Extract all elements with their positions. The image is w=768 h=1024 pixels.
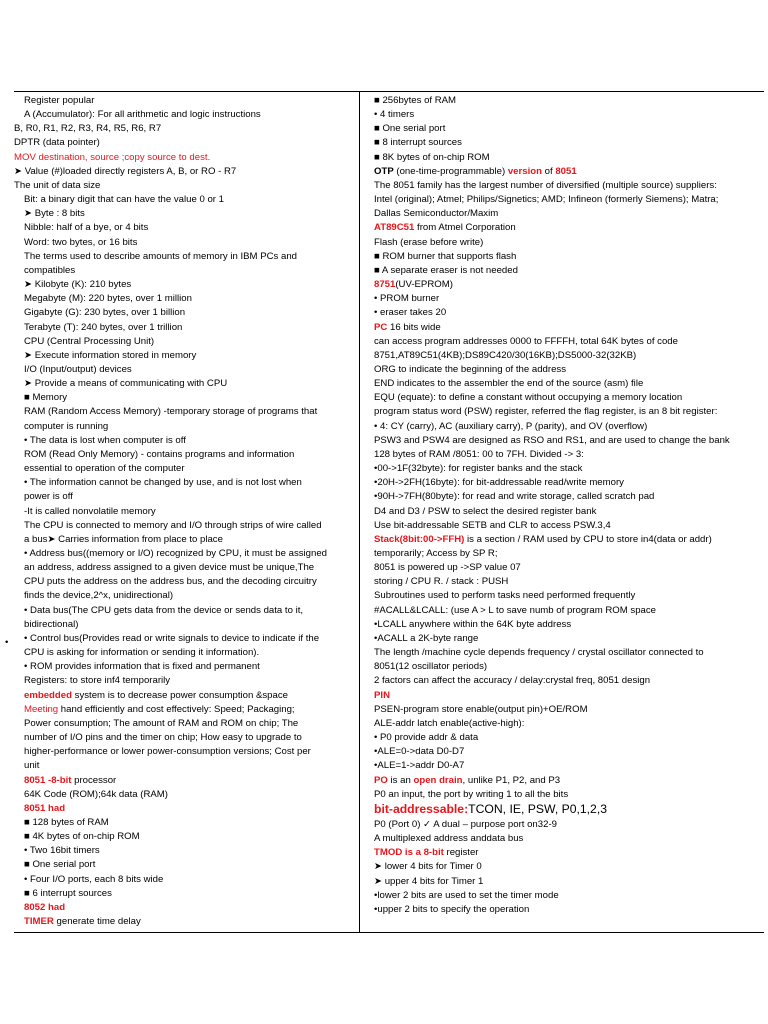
text-segment: END indicates to the assembler the end of the source (asm) file xyxy=(374,378,644,390)
text-segment: Nibble: half of a bye, or 4 bits xyxy=(24,222,149,234)
text-segment: • eraser takes 20 xyxy=(374,307,447,319)
text-line xyxy=(374,802,764,818)
text-line xyxy=(14,490,359,504)
text-segment: , unlike P1, P2, and P3 xyxy=(462,774,561,786)
text-segment: •ALE=0->data D0-D7 xyxy=(374,746,465,758)
text-line xyxy=(374,236,764,250)
text-line xyxy=(14,448,359,462)
text-segment: ➤ upper 4 bits for Timer 1 xyxy=(374,875,484,887)
text-segment: OTP xyxy=(374,165,394,177)
text-segment: CPU puts the address on the address bus, and the decoding circuitry xyxy=(24,576,317,588)
text-segment: PIN xyxy=(374,689,390,701)
text-segment: The terms used to describe amounts of memory in IBM PCs and xyxy=(24,250,298,262)
text-line xyxy=(374,889,764,903)
text-line xyxy=(374,136,764,150)
text-line xyxy=(14,278,359,292)
text-line xyxy=(374,788,764,802)
text-segment: ■ A separate eraser is not needed xyxy=(374,264,518,276)
text-segment: bidirectional) xyxy=(24,618,79,630)
text-line xyxy=(374,674,764,688)
text-line xyxy=(374,846,764,860)
text-line xyxy=(374,94,764,108)
text-line xyxy=(374,179,764,193)
text-segment: a bus➤ Carries information from place to place xyxy=(24,533,223,545)
text-segment: version xyxy=(507,165,542,177)
text-segment: • Address bus((memory or I/O) recognized by CPU, it must be assigned xyxy=(24,548,328,559)
text-line xyxy=(374,561,764,575)
text-line xyxy=(14,915,359,929)
text-line xyxy=(14,618,359,632)
text-segment: I/O (Input/output) devices xyxy=(24,363,132,375)
text-segment: ■ 8K bytes of on-chip ROM xyxy=(374,151,490,163)
text-line xyxy=(14,632,359,646)
text-segment: generate time delay xyxy=(53,916,141,928)
text-line xyxy=(14,802,359,816)
text-line xyxy=(14,717,359,731)
text-segment: of xyxy=(541,165,556,177)
text-segment: Power consumption; The amount of RAM and ROM on chip; The xyxy=(24,717,299,729)
text-segment: ■ One serial port xyxy=(374,123,446,135)
text-line xyxy=(374,618,764,632)
text-segment: Megabyte (M): 220 bytes, over 1 million xyxy=(24,293,192,305)
text-segment: DPTR (data pointer) xyxy=(14,137,100,149)
text-line xyxy=(14,533,359,547)
text-line xyxy=(374,221,764,235)
text-segment: • Data bus(The CPU gets data from the device or sends data to it, xyxy=(24,604,304,616)
text-segment: TIMER xyxy=(24,916,54,928)
text-line xyxy=(14,462,359,476)
text-segment: Stack(8bit:00->FFH) xyxy=(374,533,465,545)
text-segment: • The data is lost when computer is off xyxy=(24,434,186,446)
text-segment: The unit of data size xyxy=(14,179,101,191)
text-line xyxy=(374,108,764,122)
text-line xyxy=(374,832,764,846)
text-segment: AT89C51 xyxy=(374,222,415,234)
text-line xyxy=(14,165,359,179)
text-line xyxy=(374,292,764,306)
text-segment: • Four I/O ports, each 8 bits wide xyxy=(24,873,164,885)
text-line xyxy=(374,689,764,703)
text-line xyxy=(14,660,359,674)
text-segment: register xyxy=(443,847,479,859)
text-line xyxy=(374,604,764,618)
text-segment: Bit: a binary digit that can have the value 0 or 1 xyxy=(24,194,224,206)
text-line xyxy=(374,193,764,207)
text-segment: The CPU is connected to memory and I/O through strips of wire called xyxy=(24,519,322,531)
text-line xyxy=(374,278,764,292)
text-segment: embedded xyxy=(24,689,72,701)
text-segment: Intel (original); Atmel; Philips/Signetics; AMD; Infineon (formerly Siemens); Matra; xyxy=(374,194,719,206)
text-line xyxy=(374,122,764,136)
text-segment: 2 factors can affect the accuracy / delay:crystal freq, 8051 design xyxy=(374,675,651,687)
text-segment: Word: two bytes, or 16 bits xyxy=(24,236,138,248)
text-segment: ➤ Kilobyte (K): 210 bytes xyxy=(24,279,132,291)
text-line xyxy=(14,887,359,901)
text-line xyxy=(374,547,764,561)
text-segment: •20H->2FH(16byte): for bit-addressable read/write memory xyxy=(374,477,624,489)
text-line xyxy=(374,264,764,278)
text-segment: 64K Code (ROM);64k data (RAM) xyxy=(24,788,168,800)
text-segment: ➤ lower 4 bits for Timer 0 xyxy=(374,861,482,873)
text-segment: ■ 8 interrupt sources xyxy=(374,137,462,149)
text-segment: -It is called nonvolatile memory xyxy=(24,505,156,517)
text-line xyxy=(374,476,764,490)
text-line xyxy=(14,561,359,575)
text-line xyxy=(14,674,359,688)
text-segment: Subroutines used to perform tasks need performed frequently xyxy=(374,590,636,602)
text-line xyxy=(374,505,764,519)
text-segment: •lower 2 bits are used to set the timer mode xyxy=(374,889,559,901)
text-line xyxy=(14,547,359,561)
text-segment: D4 and D3 / PSW to select the desired register bank xyxy=(374,505,597,517)
text-line xyxy=(14,604,359,618)
text-segment: PSEN-program store enable(output pin)+OE/ROM xyxy=(374,703,588,715)
text-line xyxy=(14,830,359,844)
text-segment: 8052 had xyxy=(24,901,66,913)
text-segment: is a section / RAM used by CPU to store in4(data or addr) xyxy=(464,533,712,545)
text-segment: ALE-addr latch enable(active-high): xyxy=(374,717,525,729)
text-line xyxy=(14,873,359,887)
text-line xyxy=(14,689,359,703)
text-line xyxy=(374,533,764,547)
text-line xyxy=(14,391,359,405)
stray-bullet: • xyxy=(5,637,9,648)
text-segment: 8051 xyxy=(555,165,577,177)
text-segment: ■ 256bytes of RAM xyxy=(374,95,457,106)
text-segment: CPU is asking for information or sending it information). xyxy=(24,647,260,659)
text-segment: 8051(12 oscillator periods) xyxy=(374,661,488,673)
text-line xyxy=(14,774,359,788)
text-line xyxy=(374,391,764,405)
text-line xyxy=(374,335,764,349)
text-segment: PSW3 and PSW4 are designed as RSO and RS1, and are used to change the bank xyxy=(374,434,730,446)
text-segment: finds the device,2^x, unidirectional) xyxy=(24,590,174,602)
text-line xyxy=(14,788,359,802)
text-segment: • The information cannot be changed by use, and is not lost when xyxy=(24,477,302,489)
text-line xyxy=(374,321,764,335)
text-line xyxy=(374,860,764,874)
text-segment: ■ 128 bytes of RAM xyxy=(24,816,109,828)
text-segment: unit xyxy=(24,760,40,772)
text-line xyxy=(14,377,359,391)
text-line xyxy=(14,264,359,278)
notes-sheet xyxy=(14,91,764,933)
text-line xyxy=(374,731,764,745)
text-segment: ■ One serial port xyxy=(24,859,96,871)
text-line xyxy=(14,519,359,533)
text-segment: (UV-EPROM) xyxy=(395,279,453,291)
text-line xyxy=(14,306,359,320)
text-segment: •ALE=1->addr D0-A7 xyxy=(374,760,465,772)
text-segment: open drain xyxy=(413,774,463,786)
text-segment: • PROM burner xyxy=(374,293,440,305)
text-line xyxy=(14,335,359,349)
text-segment: MOV destination, source ;copy source to dest. xyxy=(14,151,211,163)
text-line xyxy=(14,321,359,335)
text-line xyxy=(374,774,764,788)
text-line xyxy=(374,519,764,533)
text-line xyxy=(14,221,359,235)
text-segment: Gigabyte (G): 230 bytes, over 1 billion xyxy=(24,307,186,319)
text-segment: power is off xyxy=(24,491,73,503)
text-segment: Registers: to store inf4 temporarily xyxy=(24,675,171,687)
text-segment: processor xyxy=(71,774,117,786)
text-line xyxy=(14,179,359,193)
text-segment: •00->1F(32byte): for register banks and the stack xyxy=(374,463,583,475)
text-line xyxy=(374,903,764,917)
text-line xyxy=(374,207,764,221)
text-line xyxy=(14,646,359,660)
text-segment: ■ Memory xyxy=(24,392,68,404)
text-line xyxy=(14,236,359,250)
text-segment: • Two 16bit timers xyxy=(24,845,100,857)
text-segment: from Atmel Corporation xyxy=(414,222,516,234)
text-line xyxy=(374,759,764,773)
text-segment: •upper 2 bits to specify the operation xyxy=(374,903,530,915)
text-segment: number of I/O pins and the timer on chip; How easy to upgrade to xyxy=(24,732,302,744)
text-segment: 128 bytes of RAM /8051: 00 to 7FH. Divided -> 3: xyxy=(374,448,584,460)
text-line xyxy=(14,94,359,108)
text-segment: ■ 6 interrupt sources xyxy=(24,887,112,899)
text-segment: P0 an input, the port by writing 1 to all the bits xyxy=(374,788,569,800)
text-line xyxy=(374,349,764,363)
text-segment: 8051 had xyxy=(24,802,66,814)
text-segment: • Control bus(Provides read or write signals to device to indicate if the xyxy=(24,632,320,644)
text-line xyxy=(14,858,359,872)
text-line xyxy=(374,151,764,165)
text-line xyxy=(14,193,359,207)
text-segment: • 4 timers xyxy=(374,109,415,121)
text-segment: TMOD is a 8-bit xyxy=(374,847,444,859)
text-segment: CPU (Central Processing Unit) xyxy=(24,335,155,347)
right-column xyxy=(360,92,764,932)
text-line xyxy=(14,816,359,830)
text-segment: compatibles xyxy=(24,264,76,276)
text-line xyxy=(374,745,764,759)
text-segment: higher-performance or lower power-consumption versions; Cost per xyxy=(24,746,311,758)
text-line xyxy=(14,575,359,589)
text-segment: PC xyxy=(374,321,388,333)
text-segment: 8051 is powered up ->SP value 07 xyxy=(374,562,521,574)
text-line xyxy=(374,646,764,660)
text-segment: storing / CPU R. / stack : PUSH xyxy=(374,576,509,588)
text-line xyxy=(14,363,359,377)
text-segment: Flash (erase before write) xyxy=(374,236,484,248)
text-segment: an address, address assigned to a given device must be unique,The xyxy=(24,562,315,574)
text-segment: • ROM provides information that is fixed and permanent xyxy=(24,661,260,673)
text-segment: A (Accumulator): For all arithmetic and logic instructions xyxy=(24,109,261,121)
text-segment: ■ 4K bytes of on-chip ROM xyxy=(24,831,140,843)
text-segment: RAM (Random Access Memory) -temporary storage of programs that xyxy=(24,406,318,418)
text-line xyxy=(374,462,764,476)
text-segment: The 8051 family has the largest number of diversified (multiple source) suppliers: xyxy=(374,179,717,191)
text-line xyxy=(14,731,359,745)
text-segment: ORG to indicate the beginning of the address xyxy=(374,363,566,375)
text-segment: ➤ Execute information stored in memory xyxy=(24,349,197,361)
text-segment: bit-addressable: xyxy=(374,801,469,816)
text-segment: system is to decrease power consumption &space xyxy=(71,689,288,701)
text-line xyxy=(14,589,359,603)
text-segment: (one-time-programmable) xyxy=(393,165,508,177)
text-line xyxy=(374,875,764,889)
text-segment: • 4: CY (carry), AC (auxiliary carry), P (parity), and OV (overflow) xyxy=(374,420,648,432)
text-line xyxy=(374,575,764,589)
text-line xyxy=(374,589,764,603)
text-segment: is an xyxy=(387,774,414,786)
text-line xyxy=(374,490,764,504)
text-line xyxy=(14,420,359,434)
text-segment: EQU (equate): to define a constant without occupying a memory location xyxy=(374,392,683,404)
text-segment: ➤ Byte : 8 bits xyxy=(24,208,85,220)
text-line xyxy=(374,660,764,674)
text-line xyxy=(14,108,359,122)
text-line xyxy=(14,759,359,773)
text-segment: 8751 xyxy=(374,279,396,291)
text-segment: ROM (Read Only Memory) - contains programs and information xyxy=(24,448,295,460)
text-line xyxy=(14,844,359,858)
text-segment: • P0 provide addr & data xyxy=(374,732,479,744)
text-segment: 8051 -8-bit xyxy=(24,774,72,786)
text-line xyxy=(14,250,359,264)
text-segment: program status word (PSW) register, referred the flag register, is an 8 bit register: xyxy=(374,406,718,418)
text-line xyxy=(14,505,359,519)
text-segment: Register popular xyxy=(24,95,95,106)
text-line xyxy=(14,901,359,915)
text-line xyxy=(374,632,764,646)
text-line xyxy=(14,151,359,165)
text-segment: Terabyte (T): 240 bytes, over 1 trillion xyxy=(24,321,183,333)
text-line xyxy=(374,717,764,731)
text-line xyxy=(374,363,764,377)
text-segment: hand efficiently and cost effectively: Speed; Packaging; xyxy=(58,703,295,715)
text-line xyxy=(374,448,764,462)
text-segment: •LCALL anywhere within the 64K byte address xyxy=(374,618,572,630)
text-segment: A multiplexed address anddata bus xyxy=(374,833,524,845)
text-line xyxy=(374,434,764,448)
left-column xyxy=(14,92,360,932)
text-line xyxy=(14,349,359,363)
text-line xyxy=(374,377,764,391)
text-segment: #ACALL&LCALL: (use A > L to save numb of program ROM space xyxy=(374,604,657,616)
text-line xyxy=(14,745,359,759)
text-line xyxy=(14,136,359,150)
text-line xyxy=(14,207,359,221)
text-line xyxy=(374,818,764,832)
text-segment: 16 bits wide xyxy=(387,321,441,333)
text-segment: ■ ROM burner that supports flash xyxy=(374,250,517,262)
text-segment: ➤ Value (#)loaded directly registers A, B, or RO - R7 xyxy=(14,165,237,177)
text-segment: Meeting xyxy=(24,703,59,715)
text-segment: can access program addresses 0000 to FFFFH, total 64K bytes of code xyxy=(374,335,678,347)
text-segment: Use bit-addressable SETB and CLR to access PSW.3,4 xyxy=(374,519,611,531)
text-line xyxy=(374,250,764,264)
text-segment: The length /machine cycle depends frequency / crystal oscillator connected to xyxy=(374,647,704,659)
text-segment: •ACALL a 2K-byte range xyxy=(374,632,479,644)
text-segment: 8751,AT89C51(4KB);DS89C420/30(16KB);DS5000-32(32KB) xyxy=(374,349,637,361)
text-line xyxy=(14,476,359,490)
text-segment: computer is running xyxy=(24,420,109,432)
text-segment: •90H->7FH(80byte): for read and write storage, called scratch pad xyxy=(374,491,655,503)
text-segment: PO xyxy=(374,774,388,786)
text-line xyxy=(374,306,764,320)
text-segment: Dallas Semiconductor/Maxim xyxy=(374,208,499,220)
text-line xyxy=(374,405,764,419)
text-line xyxy=(14,292,359,306)
text-line xyxy=(14,405,359,419)
text-line xyxy=(14,122,359,136)
text-line xyxy=(374,703,764,717)
text-line xyxy=(14,434,359,448)
text-segment: essential to operation of the computer xyxy=(24,463,185,475)
text-segment: temporarily; Access by SP R; xyxy=(374,548,498,559)
text-segment: P0 (Port 0) ✓ A dual – purpose port on32-9 xyxy=(374,818,557,830)
text-segment: B, R0, R1, R2, R3, R4, R5, R6, R7 xyxy=(14,123,162,135)
text-line xyxy=(374,420,764,434)
text-segment: ➤ Provide a means of communicating with CPU xyxy=(24,378,228,390)
text-line xyxy=(374,165,764,179)
text-line xyxy=(14,703,359,717)
text-segment: TCON, IE, PSW, P0,1,2,3 xyxy=(468,801,607,816)
